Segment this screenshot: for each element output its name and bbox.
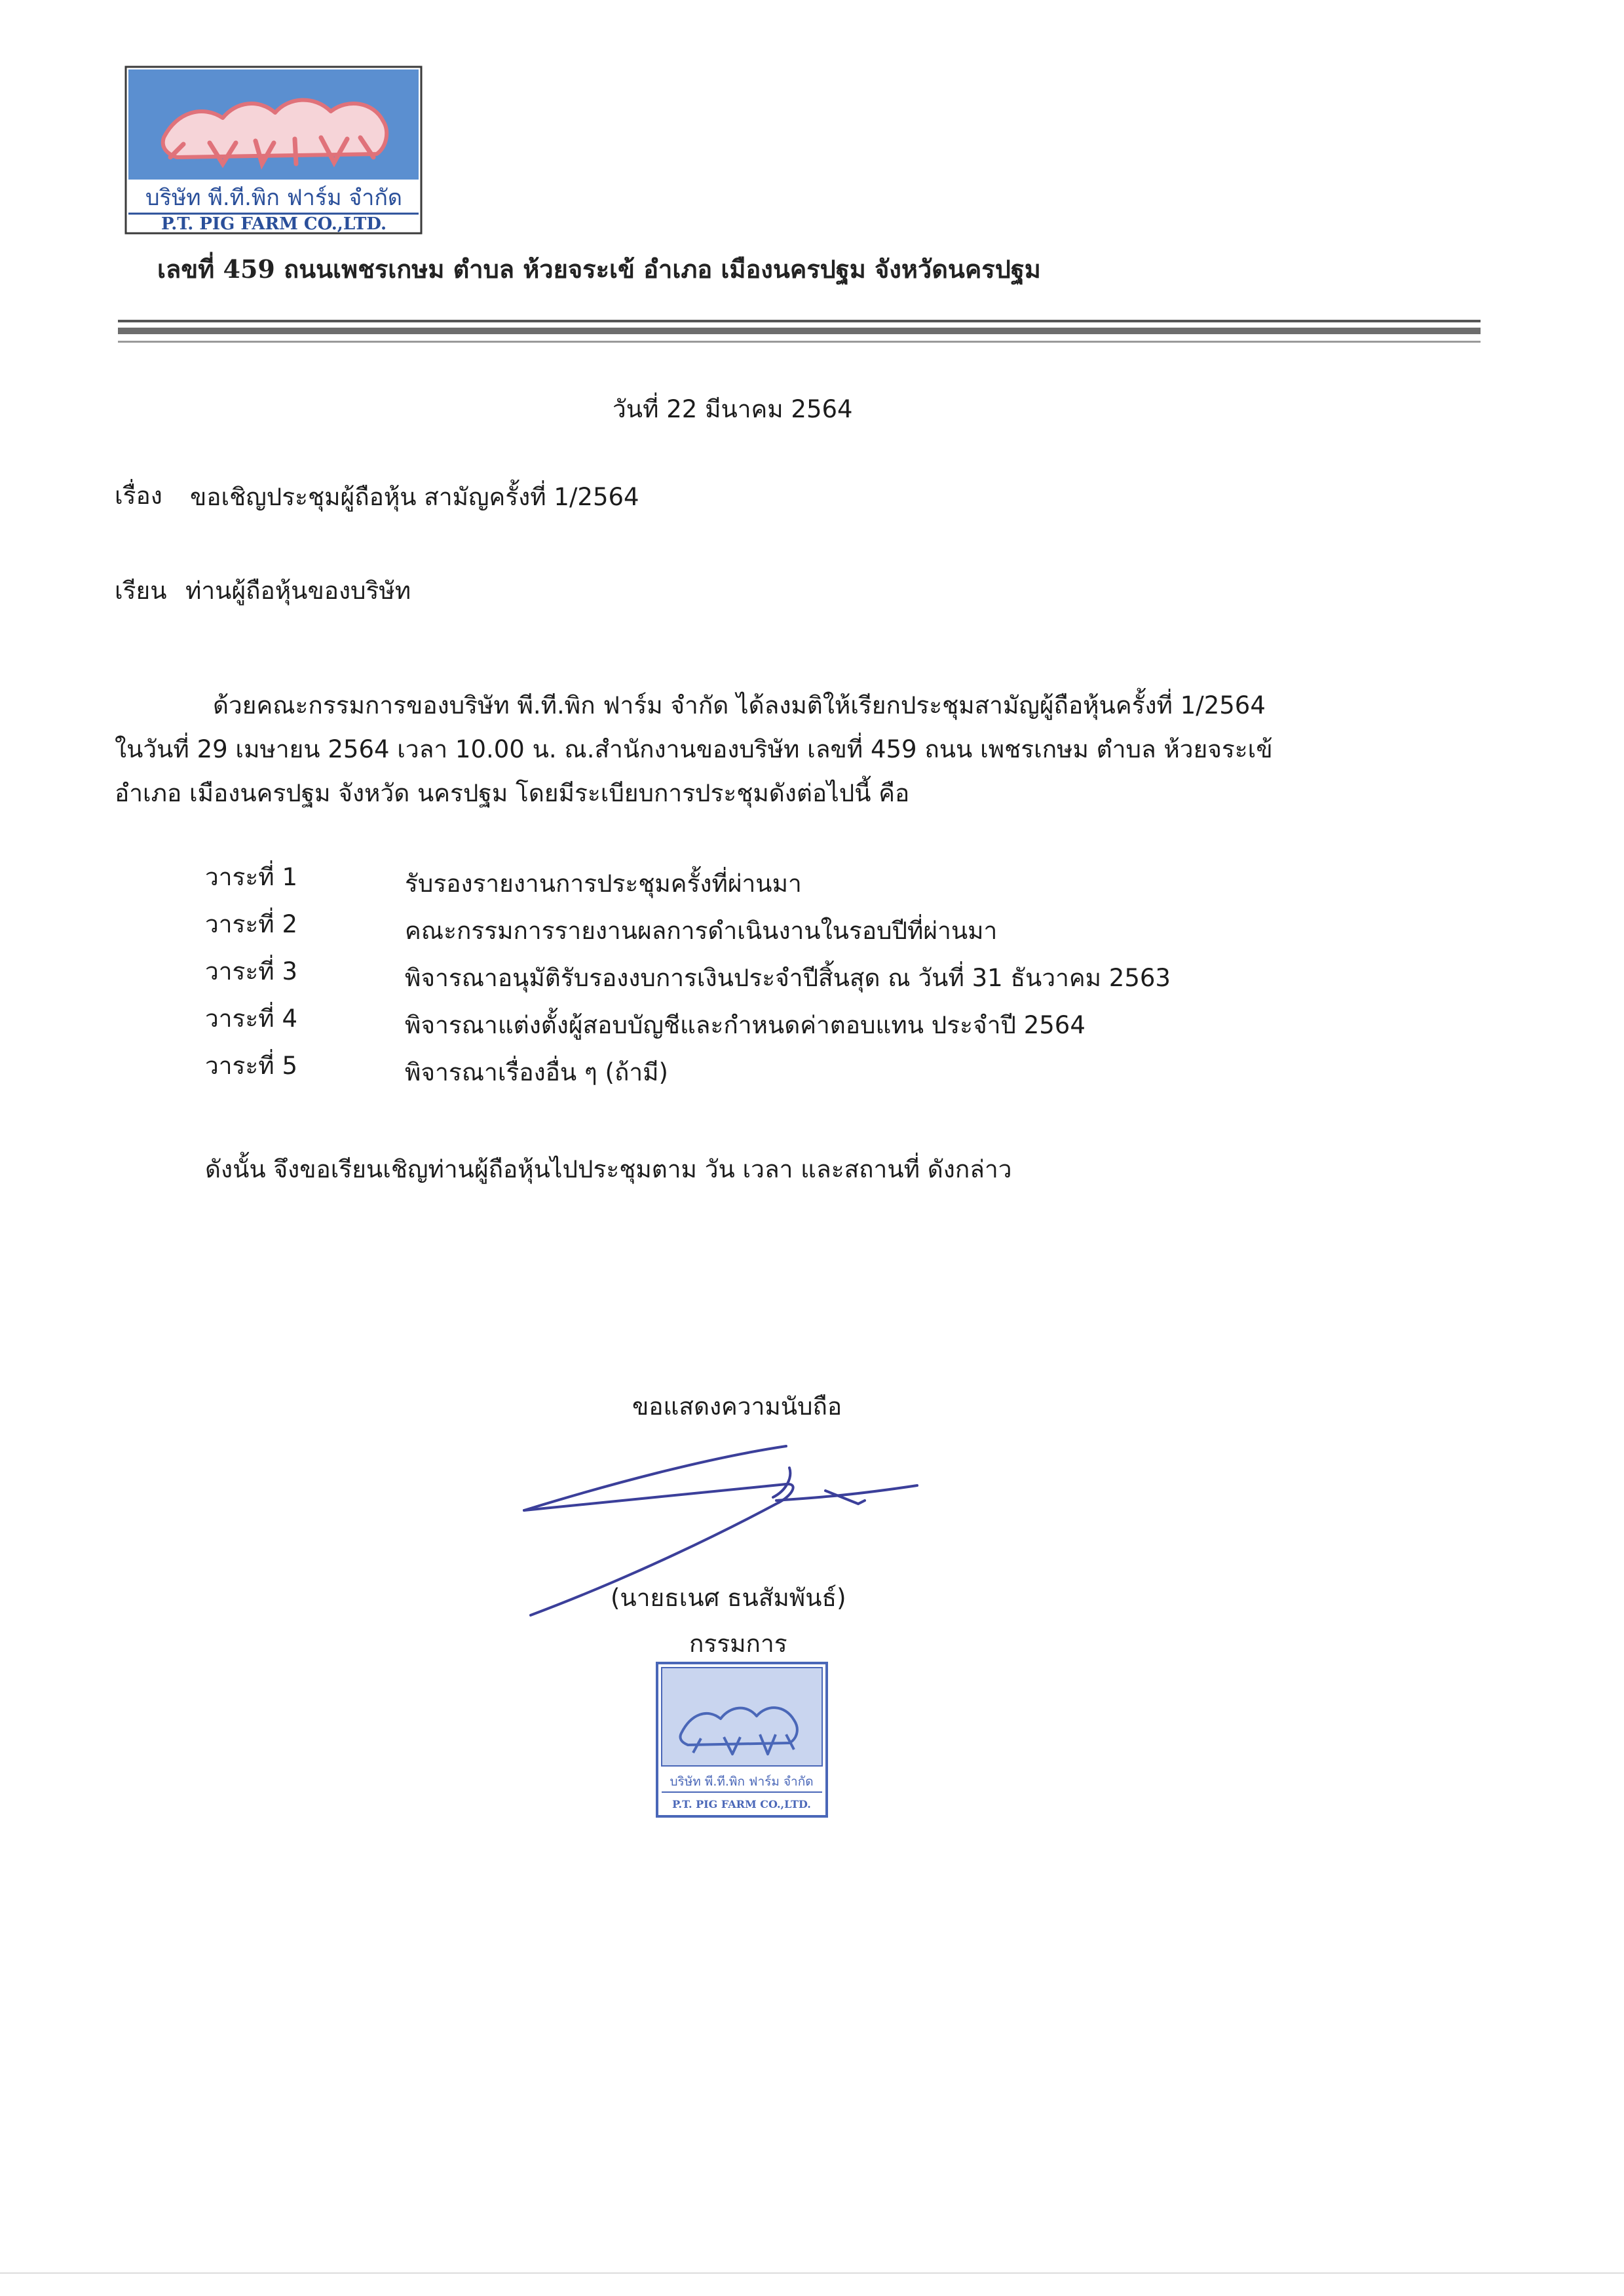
- stamp-english-text: P.T. PIG FARM CO.,LTD.: [672, 1798, 811, 1810]
- agenda-label-5: วาระที่ 5: [205, 1052, 297, 1080]
- closing-paragraph: ดังนั้น จึงขอเรียนเชิญท่านผู้ถือหุ้นไปประชุมตาม วัน เวลา และสถานที่ ดังกล่าว: [205, 1155, 1012, 1183]
- agenda-text-3: พิจารณาอนุมัติรับรองงบการเงินประจำปีสิ้นสุด ณ วันที่ 31 ธันวาคม 2563: [405, 964, 1171, 992]
- agenda-label-2: วาระที่ 2: [205, 910, 297, 938]
- agenda-text-2: คณะกรรมการรายงานผลการดำเนินงานในรอบปีที่ผ่านมา: [405, 917, 998, 945]
- regards-text: ขอแสดงความนับถือ: [632, 1392, 842, 1421]
- company-logo: [124, 66, 423, 235]
- agenda-label-4: วาระที่ 4: [205, 1004, 297, 1033]
- recipient-label: เรียน: [115, 577, 167, 605]
- stamp-thai-text: บริษัท พี.ที.พิก ฟาร์ม จำกัด: [670, 1774, 814, 1789]
- logo-english-text: P.T. PIG FARM CO.,LTD.: [161, 214, 387, 234]
- agenda-label-1: วาระที่ 1: [205, 863, 297, 891]
- logo-thai-text: บริษัท พี.ที.พิก ฟาร์ม จำกัด: [145, 185, 403, 211]
- subject-text: ขอเชิญประชุมผู้ถือหุ้น สามัญครั้งที่ 1/2564: [190, 483, 639, 511]
- company-stamp: [655, 1661, 829, 1818]
- signer-name: (นายธเนศ ธนสัมพันธ์): [611, 1584, 846, 1612]
- header-rule-top: [118, 320, 1481, 322]
- agenda-text-4: พิจารณาแต่งตั้งผู้สอบบัญชีและกำหนดค่าตอบแทน ประจำปี 2564: [405, 1011, 1086, 1039]
- body-line-3: อำเภอ เมืองนครปฐม จังหวัด นครปฐม โดยมีระเบียบการประชุมดังต่อไปนี้ คือ: [115, 779, 910, 807]
- agenda-text-1: รับรองรายงานการประชุมครั้งที่ผ่านมา: [405, 870, 802, 898]
- signer-title: กรรมการ: [689, 1630, 787, 1658]
- scan-edge-line: [0, 2272, 1624, 2274]
- subject-label: เรื่อง: [115, 482, 162, 510]
- header-rule-bottom: [118, 328, 1481, 334]
- agenda-text-5: พิจารณาเรื่องอื่น ๆ (ถ้ามี): [405, 1058, 668, 1086]
- letter-date: วันที่ 22 มีนาคม 2564: [613, 395, 853, 423]
- body-line-1: ด้วยคณะกรรมการของบริษัท พี.ที.พิก ฟาร์ม จำกัด ได้ลงมติให้เรียกประชุมสามัญผู้ถือหุ้นครั้งที่ 1/2564: [213, 691, 1266, 719]
- recipient-text: ท่านผู้ถือหุ้นของบริษัท: [185, 577, 411, 605]
- body-line-2: ในวันที่ 29 เมษายน 2564 เวลา 10.00 น. ณ.สำนักงานของบริษัท เลขที่ 459 ถนน เพชรเกษม ตำบล ห้วยจระเข้: [115, 735, 1273, 763]
- company-address: เลขที่ 459 ถนนเพชรเกษม ตำบล ห้วยจระเข้ อำเภอ เมืองนครปฐม จังหวัดนครปฐม: [157, 254, 1041, 284]
- header-rule-thin: [118, 341, 1481, 343]
- agenda-label-3: วาระที่ 3: [205, 957, 297, 985]
